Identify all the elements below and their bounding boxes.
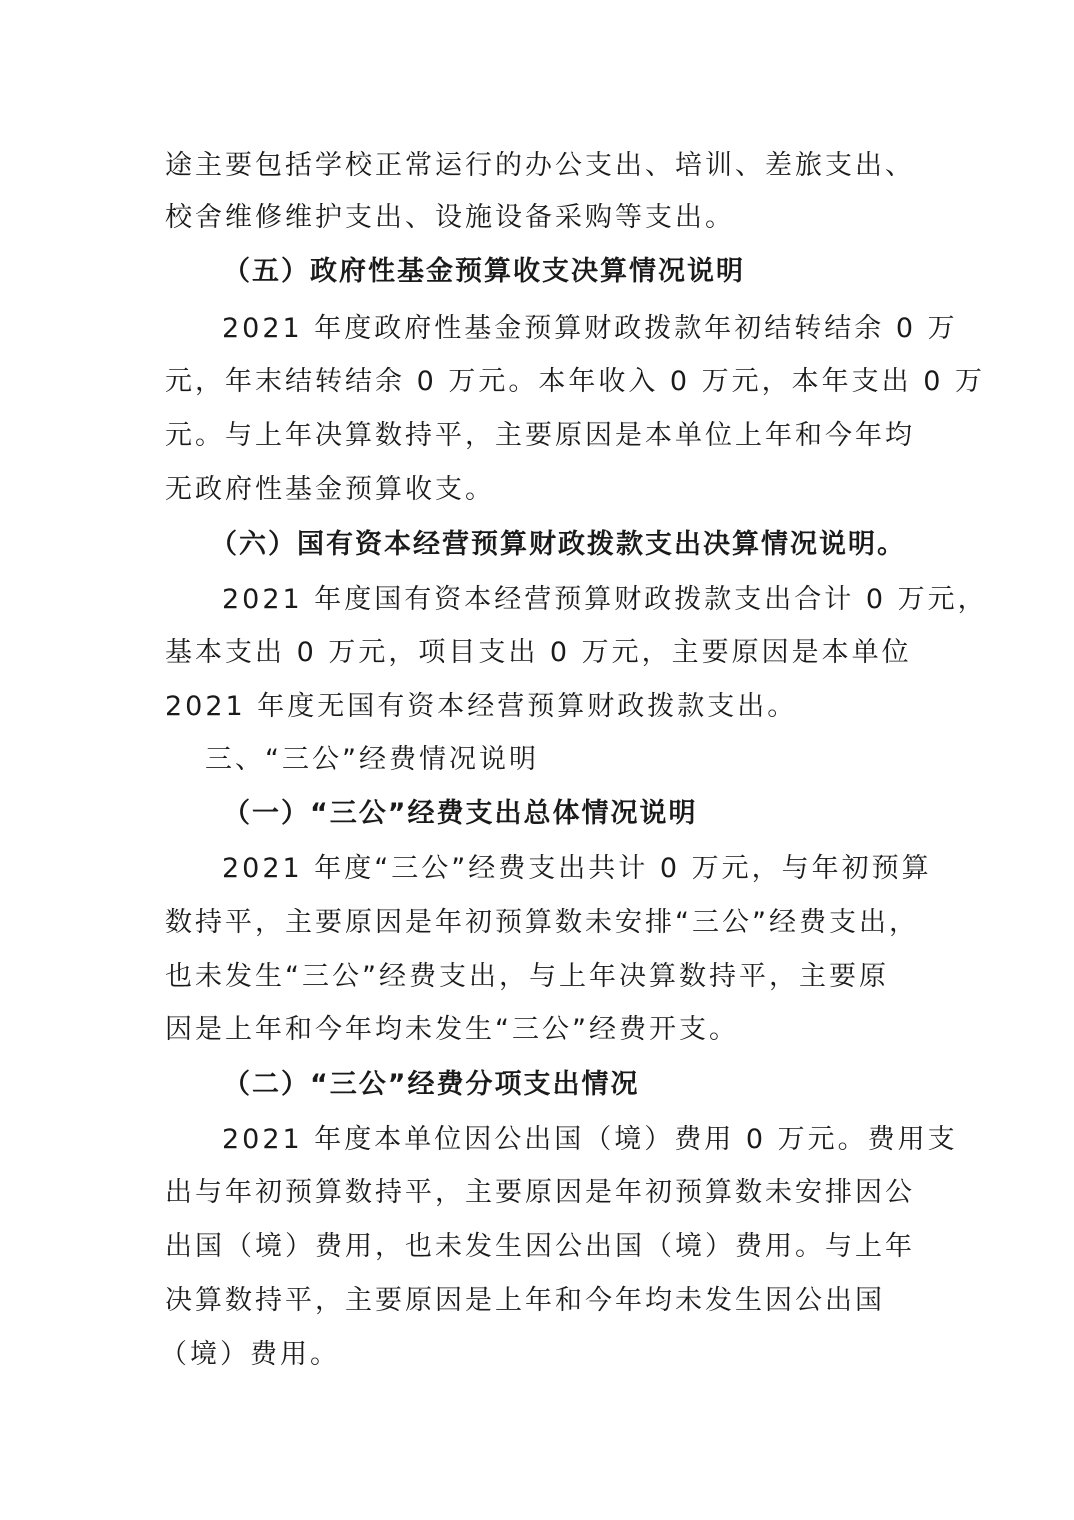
body-text-line: 决算数持平，主要原因是上年和今年均未发生因公出国 (165, 1285, 885, 1316)
body-text-line: 2021 年度无国有资本经营预算财政拨款支出。 (165, 691, 798, 722)
body-text-line: 因是上年和今年均未发生“三公”经费开支。 (165, 1014, 739, 1045)
body-text-line: 2021 年度“三公”经费支出共计 0 万元，与年初预算 (222, 853, 932, 884)
body-text-line: 无政府性基金预算收支。 (165, 474, 495, 505)
body-text-line: 途主要包括学校正常运行的办公支出、培训、差旅支出、 (165, 150, 915, 181)
section-heading: （一）“三公”经费支出总体情况说明 (223, 798, 698, 829)
body-text-line: 数持平，主要原因是年初预算数未安排“三公”经费支出， (165, 907, 919, 938)
section-heading: （六）国有资本经营预算财政拨款支出决算情况说明。 (210, 529, 906, 560)
body-text-line: 校舍维修维护支出、设施设备采购等支出。 (165, 202, 735, 233)
body-text-line: 元，年末结转结余 0 万元。本年收入 0 万元，本年支出 0 万 (165, 366, 986, 397)
section-heading: （二）“三公”经费分项支出情况 (223, 1069, 640, 1100)
body-text-line: 基本支出 0 万元，项目支出 0 万元，主要原因是本单位 (165, 637, 912, 668)
body-text-line: 元。与上年决算数持平，主要原因是本单位上年和今年均 (165, 420, 915, 451)
body-text-line: （境）费用。 (160, 1339, 340, 1370)
body-text-line: 2021 年度国有资本经营预算财政拨款支出合计 0 万元， (222, 584, 988, 615)
body-text-line: 2021 年度政府性基金预算财政拨款年初结转结余 0 万 (222, 313, 958, 344)
section-heading: （五）政府性基金预算收支决算情况说明 (223, 256, 745, 287)
chapter-heading: 三、“三公”经费情况说明 (205, 744, 539, 775)
body-text-line: 也未发生“三公”经费支出，与上年决算数持平，主要原 (165, 961, 889, 992)
body-text-line: 出国（境）费用，也未发生因公出国（境）费用。与上年 (165, 1231, 915, 1262)
body-text-line: 2021 年度本单位因公出国（境）费用 0 万元。费用支 (222, 1124, 958, 1155)
body-text-line: 出与年初预算数持平，主要原因是年初预算数未安排因公 (165, 1177, 915, 1208)
